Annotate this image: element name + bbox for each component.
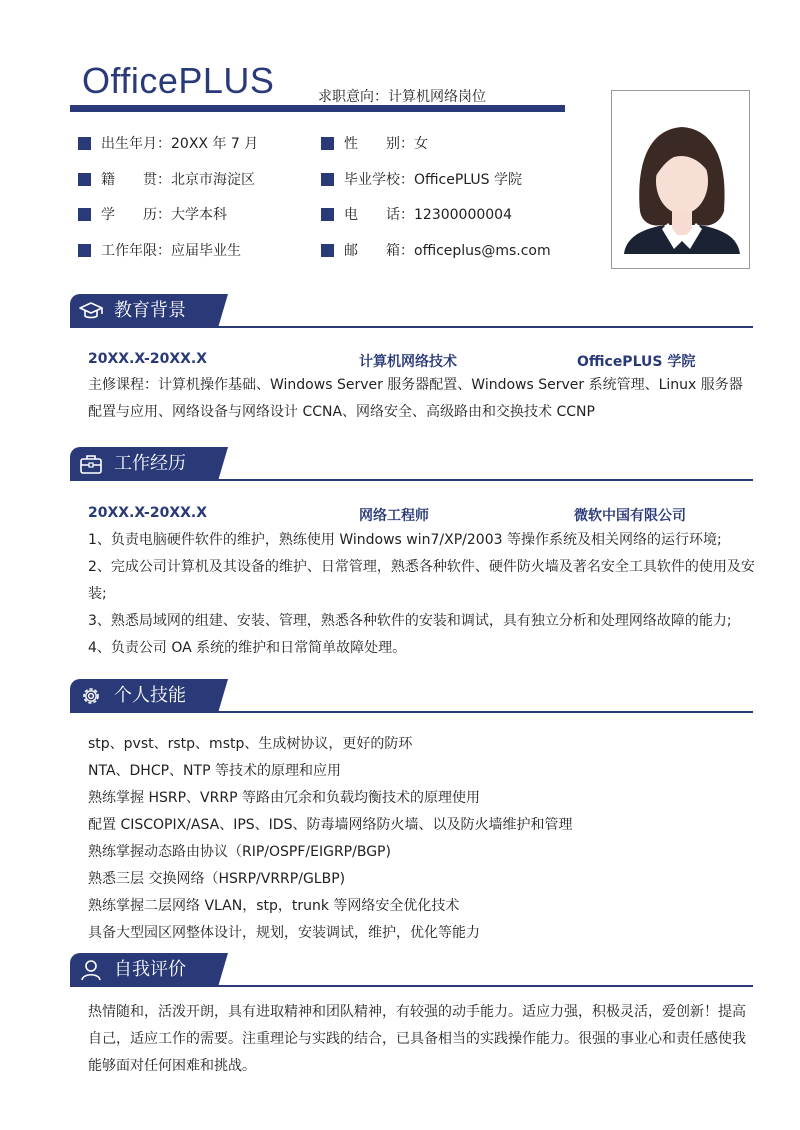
education-major: 计算机网络技术 <box>359 354 457 370</box>
info-email <box>321 241 551 261</box>
skill-item: 具备大型园区网整体设计，规划，安装调试，维护，优化等能力 <box>88 925 480 941</box>
skill-item: 配置 CISCOPIX/ASA、IPS、IDS、防毒墙网络防火墙、以及防火墙维护和管理 <box>88 817 573 833</box>
skill-item: 熟练掌握二层网络 VLAN，stp，trunk 等网络安全优化技术 <box>88 898 460 914</box>
info-email-text: 邮 箱：officeplus@ms.com <box>344 243 551 259</box>
bullet-square-icon <box>78 208 91 221</box>
section-underline <box>70 711 753 713</box>
info-birth <box>78 134 258 154</box>
info-hometown <box>78 170 255 190</box>
work-duty-item: 3、熟悉局域网的组建、安装、管理，熟悉各种软件的安装和调试，具有独立分析和处理网络故障的能力; <box>88 613 732 629</box>
bullet-square-icon <box>78 173 91 186</box>
section-self-eval-header <box>70 953 753 987</box>
briefcase-icon <box>78 452 104 476</box>
work-company: 微软中国有限公司 <box>574 508 686 524</box>
graduation-cap-icon <box>78 299 104 323</box>
skill-item: NTA、DHCP、NTP 等技术的原理和应用 <box>88 763 341 779</box>
job-objective: 求职意向：计算机网络岗位 <box>318 89 486 105</box>
self-eval-text: 热情随和，活泼开朗，具有进取精神和团队精神，有较强的动手能力。适应力强，积极灵活，爱创新！提高自己，适应工作的需要。注重理论与实践的结合，已具备相当的实践操作能力。很强的事业心和责任感使我能够面对任何困难和挑战。 <box>88 1004 746 1074</box>
info-school-text: 毕业学校：OfficePLUS 学院 <box>344 172 522 188</box>
person-icon <box>78 958 104 982</box>
section-work-header <box>70 447 753 481</box>
bullet-square-icon <box>321 173 334 186</box>
bullet-square-icon <box>78 137 91 150</box>
bullet-square-icon <box>78 244 91 257</box>
education-courses: 主修课程：计算机操作基础、Windows Server 服务器配置、Windows Server 系统管理、Linux 服务器配置与应用、网络设备与网络设计 CCNA、网络安全、高级路由和交换技术 CCNP <box>88 377 743 420</box>
info-degree-text: 学 历：大学本科 <box>101 207 227 223</box>
skill-item: 熟练掌握动态路由协议（RIP/OSPF/EIGRP/BGP) <box>88 844 391 860</box>
education-period: 20XX.X-20XX.X <box>88 351 208 367</box>
brand-title: OfficePLUS <box>82 60 275 101</box>
work-duty-item: 4、负责公司 OA 系统的维护和日常简单故障处理。 <box>88 640 407 656</box>
work-period: 20XX.X-20XX.X <box>88 505 208 521</box>
info-experience <box>78 241 241 261</box>
info-gender-text: 性 别：女 <box>344 136 428 152</box>
education-entry-header <box>88 351 738 371</box>
section-education-title: 教育背景 <box>114 300 186 321</box>
section-skills-title: 个人技能 <box>114 685 186 706</box>
work-duty-item: 1、负责电脑硬件软件的维护，熟练使用 Windows win7/XP/2003 等操作系统及相关网络的运行环境; <box>88 532 722 548</box>
info-experience-text: 工作年限：应届毕业生 <box>101 243 241 259</box>
avatar-illustration <box>612 91 751 270</box>
work-duties <box>88 527 756 662</box>
section-education-header <box>70 294 753 328</box>
info-gender <box>321 134 428 154</box>
profile-photo <box>611 90 750 269</box>
info-phone-text: 电 话：12300000004 <box>344 207 512 223</box>
bullet-square-icon <box>321 244 334 257</box>
info-school <box>321 170 522 190</box>
section-underline <box>70 985 753 987</box>
info-birth-text: 出生年月：20XX 年 7 月 <box>101 136 259 152</box>
bullet-square-icon <box>321 137 334 150</box>
work-entry-header <box>88 505 738 525</box>
work-position: 网络工程师 <box>359 508 429 524</box>
section-skills-header <box>70 679 753 713</box>
section-self-eval-title: 自我评价 <box>114 959 186 980</box>
gear-icon <box>78 684 104 708</box>
info-phone <box>321 205 512 225</box>
info-degree <box>78 205 227 225</box>
bullet-square-icon <box>321 208 334 221</box>
section-underline <box>70 326 753 328</box>
info-hometown-text: 籍 贯：北京市海淀区 <box>101 172 255 188</box>
skill-item: stp、pvst、rstp、mstp、生成树协议，更好的防环 <box>88 736 413 752</box>
work-duty-item: 2、完成公司计算机及其设备的维护、日常管理，熟悉各种软件、硬件防火墙及著名安全工具软件的使用及安装; <box>88 559 755 602</box>
section-work-title: 工作经历 <box>114 453 186 474</box>
skill-item: 熟悉三层 交换网络（HSRP/VRRP/GLBP) <box>88 871 346 887</box>
header-divider <box>70 105 565 112</box>
education-school: OfficePLUS 学院 <box>577 354 696 370</box>
section-underline <box>70 479 753 481</box>
skills-list <box>88 731 756 947</box>
skill-item: 熟练掌握 HSRP、VRRP 等路由冗余和负载均衡技术的原理使用 <box>88 790 480 806</box>
